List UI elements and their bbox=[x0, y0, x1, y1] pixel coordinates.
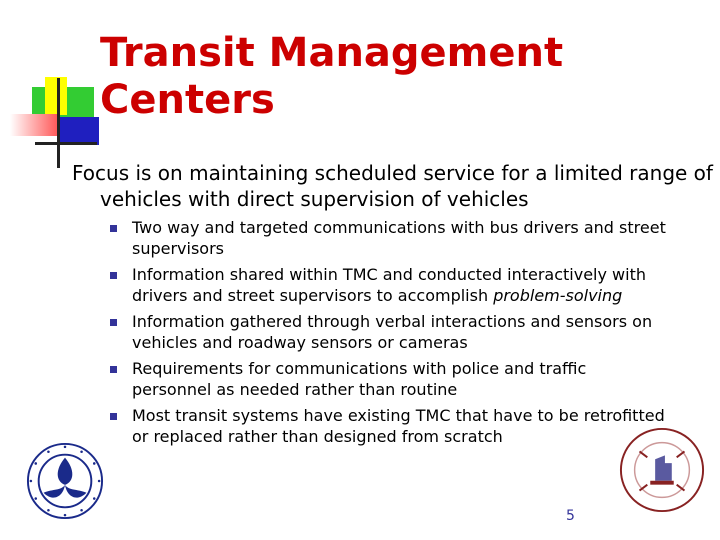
square-bullet-icon bbox=[110, 366, 117, 373]
square-bullet-icon bbox=[110, 272, 117, 279]
bullet-text: Information shared within TMC and conducted interactively with drivers and street supervisors to accomplish bbox=[132, 265, 646, 305]
slide-number: 5 bbox=[566, 508, 575, 524]
bullet-text: Information gathered through verbal interactions and sensors on vehicles and roadway sensors or cameras bbox=[132, 312, 653, 352]
bullet-emphasis: problem-solving bbox=[493, 286, 623, 305]
red-gradient-bar bbox=[10, 114, 60, 136]
horizontal-rule bbox=[35, 142, 97, 145]
bullet-text: Most transit systems have existing TMC that have to be retrofitted or replaced rather than designed from scratch bbox=[132, 406, 665, 446]
bullet-item bbox=[110, 405, 670, 447]
bullet-text: Requirements for communications with police and traffic personnel as needed rather than routine bbox=[132, 359, 587, 399]
bullet-text: Two way and targeted communications with bus drivers and street supervisors bbox=[132, 218, 666, 258]
main-point: Focus is on maintaining scheduled service for a limited range of vehicles with direct supervision of vehicles bbox=[72, 161, 713, 211]
bullet-item bbox=[110, 217, 670, 259]
square-bullet-icon bbox=[110, 225, 117, 232]
bullet-list bbox=[110, 217, 670, 452]
blue-square bbox=[57, 117, 99, 145]
dot-seal-logo bbox=[26, 442, 104, 520]
vertical-rule bbox=[57, 78, 60, 168]
bullet-item bbox=[110, 311, 670, 353]
volpe-center-logo bbox=[618, 426, 706, 514]
square-bullet-icon bbox=[110, 413, 117, 420]
square-bullet-icon bbox=[110, 319, 117, 326]
bullet-item bbox=[110, 264, 670, 306]
yellow-square bbox=[45, 77, 67, 115]
bullet-item bbox=[110, 358, 670, 400]
slide-title: Transit Management Centers bbox=[100, 30, 564, 123]
